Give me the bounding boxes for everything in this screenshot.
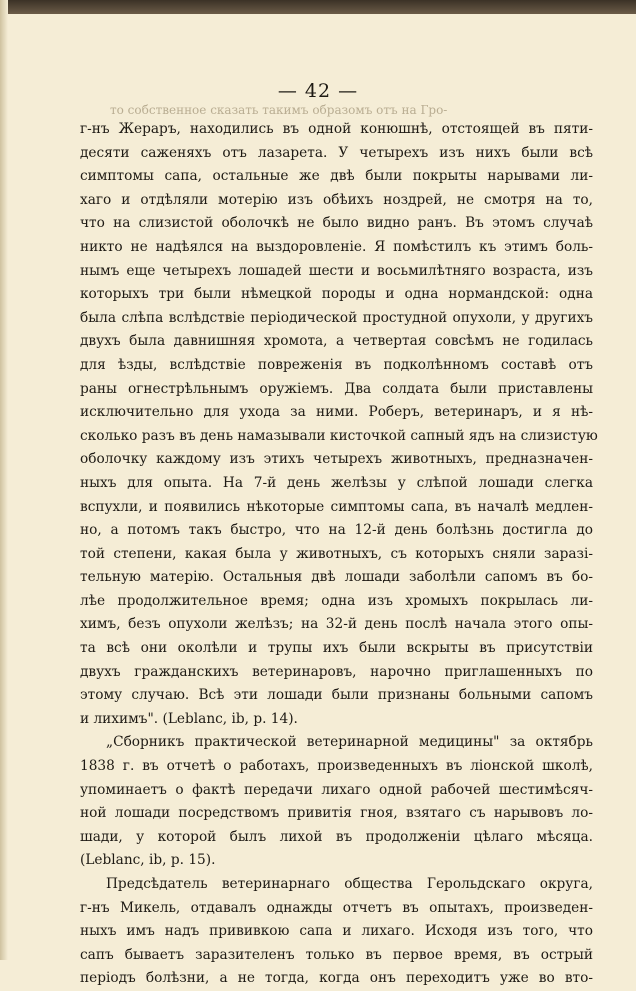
- text-line: ной лошади посредствомъ привитія гноя, взятаго съ нарывовъ ло-: [80, 805, 593, 822]
- text-line: 1838 г. въ отчетѣ о работахъ, произведенныхъ въ ліонской школѣ,: [80, 758, 593, 775]
- text-line: десяти саженяхъ отъ лазарета. У четырехъ изъ нихъ были всѣ: [80, 144, 593, 161]
- text-line: шади, у которой былъ лихой въ продолженіи цѣлаго мѣсяца.: [80, 828, 593, 845]
- text-line: сколько разъ въ день намазывали кисточкой сапный ядъ на слизистую: [80, 427, 598, 444]
- text-line: двухъ гражданскихъ ветеринаровъ, нарочно приглашенныхъ по: [80, 663, 593, 680]
- text-line: что на слизистой оболочкѣ не было видно ранъ. Въ этомъ случаѣ: [80, 215, 593, 232]
- text-line: вспухли, и появились нѣкоторые симптомы сапа, въ началѣ медлен-: [80, 498, 593, 515]
- text-line: оболочку каждому изъ этихъ четырехъ животныхъ, предназначен-: [80, 451, 593, 468]
- text-line: никто не надѣялся на выздоровленіе. Я помѣстилъ къ этимъ боль-: [80, 238, 593, 255]
- text-line: сапъ бываетъ заразителенъ только въ первое время, въ острый: [80, 946, 593, 963]
- text-line: химъ, безъ опухоли желѣзъ; на 32-й день послѣ начала этого опы-: [80, 616, 593, 633]
- text-line: (Leblanc, ib, p. 15).: [80, 852, 216, 869]
- text-line: симптомы сапа, остальные же двѣ были покрыты нарывами ли-: [80, 168, 593, 185]
- page-top-edge: [0, 0, 636, 14]
- text-line: той степени, какая была у животныхъ, съ которыхъ сняли заразі-: [80, 545, 593, 562]
- text-line: двухъ была давнишняя хромота, а четвертая совсѣмъ не годилась: [80, 333, 593, 350]
- text-line: періодъ болѣзни, а не тогда, когда онъ переходитъ уже во вто-: [80, 970, 593, 987]
- text-line: г-нъ Микель, отдавалъ однажды отчетъ въ опытахъ, произведен-: [80, 899, 593, 916]
- text-line: упоминаетъ о фактѣ передачи лихаго одной рабочей шестимѣсяч-: [80, 781, 593, 798]
- text-line: нымъ еще четырехъ лошадей шести и восьмилѣтняго возраста, изъ: [80, 262, 593, 279]
- page-number: — 42 —: [277, 80, 359, 102]
- text-line: хаго и отдѣляли мотерію изъ обѣихъ ноздрей, не смотря на то,: [80, 191, 593, 208]
- body-text: [80, 118, 598, 991]
- text-line: Предсѣдатель ветеринарнаго общества Герольдскаго округа,: [106, 876, 593, 892]
- text-line: тельную матерію. Остальныя двѣ лошади заболѣли сапомъ въ бо-: [80, 569, 593, 586]
- text-line: но, а потомъ такъ быстро, что на 12-й день болѣзнь достигла до: [80, 522, 593, 539]
- text-line: „Сборникъ практической ветеринарной медицины" за октябрь: [106, 734, 593, 751]
- bleed-through-text: то собственное сказать такимъ образомъ отъ на Гро-: [110, 103, 448, 117]
- text-line: была слѣпа вслѣдствіе періодической простудной опухоли, у другихъ: [80, 309, 593, 326]
- text-line: ныхъ для опыта. На 7-й день желѣзы у слѣпой лошади слегка: [80, 474, 593, 491]
- text-line: ныхъ имъ надъ прививкою сапа и лихаго. Исходя изъ того, что: [80, 923, 593, 940]
- text-line: раны огнестрѣльнымъ оружіемъ. Два солдата были приставлены: [80, 380, 593, 397]
- text-line: исключительно для ухода за ними. Роберъ, ветеринаръ, и я нѣ-: [80, 404, 593, 421]
- text-line: и лихимъ". (Leblanc, ib, p. 14).: [80, 710, 298, 727]
- text-line: для ѣзды, вслѣдствіе повреженія въ подколѣнномъ составѣ отъ: [80, 356, 593, 373]
- text-line: этому случаю. Всѣ эти лошади были признаны больными сапомъ: [80, 687, 593, 704]
- text-line: г-нъ Жераръ, находились въ одной конюшнѣ, отстоящей въ пяти-: [80, 121, 593, 137]
- text-line: которыхъ три были нѣмецкой породы и одна нормандской: одна: [80, 286, 593, 303]
- page-left-edge: [0, 0, 8, 960]
- text-line: та всѣ они околѣли и трупы ихъ были вскрыты въ присутствіи: [80, 640, 593, 657]
- text-line: лѣе продолжительное время; одна изъ хромыхъ покрылась ли-: [80, 592, 593, 609]
